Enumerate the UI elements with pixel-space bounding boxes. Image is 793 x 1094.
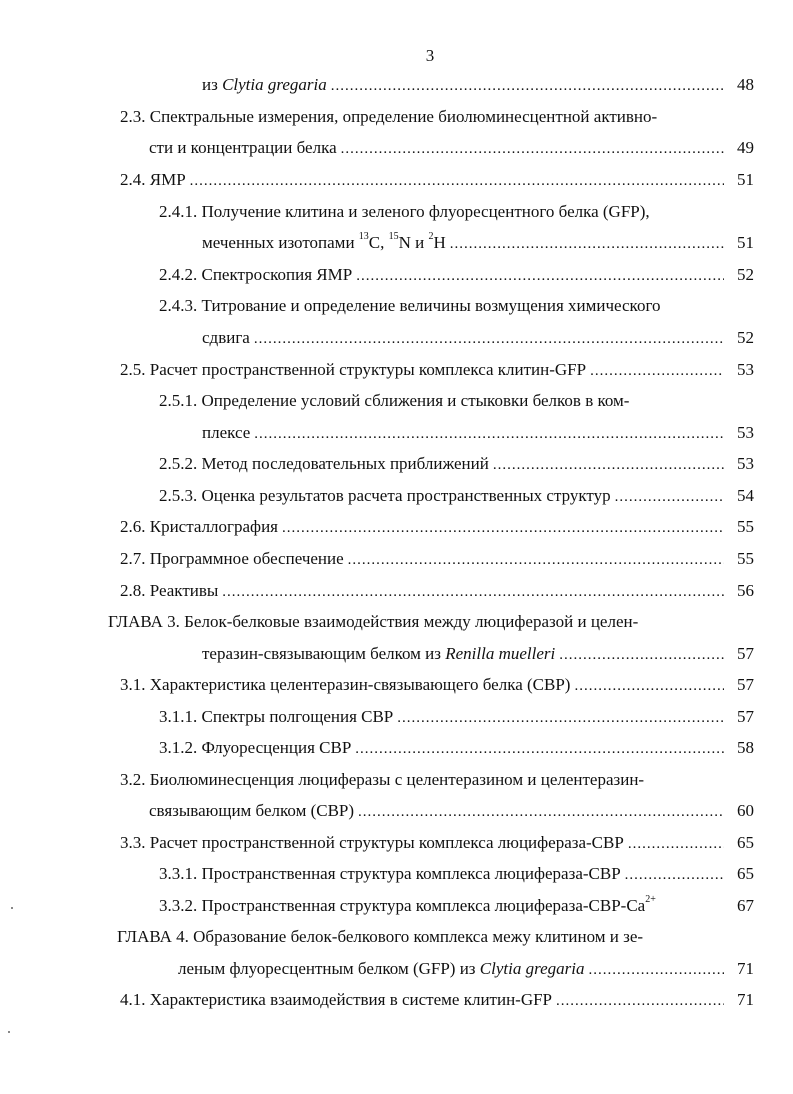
dot-leader (588, 956, 724, 983)
toc-entry (159, 704, 730, 730)
toc-text: 2.5. Расчет пространственной структуры комплекса клитин-GFP (120, 360, 587, 379)
dot-leader (556, 987, 724, 1014)
toc-text: сти и концентрации белка (149, 138, 337, 157)
toc-entry (120, 514, 730, 540)
toc-page: 60 (737, 801, 754, 820)
toc-text: 3.3.2. Пространственная структура комплекса люцифераза-$CBP-Ca^{2+}$ (159, 894, 656, 915)
toc-entry (159, 262, 730, 288)
dot-leader (358, 798, 724, 825)
toc-page: 67 (737, 896, 754, 915)
toc-text: 2.6. Кристаллография (120, 517, 278, 536)
toc-text: 2.4. ЯМР (120, 170, 186, 189)
toc-page: 71 (737, 959, 754, 978)
toc-text: 2.4.3. Титрование и определение величины возмущения химического (159, 296, 661, 315)
dot-leader (615, 483, 724, 510)
toc-entry (120, 767, 644, 793)
toc-entry (159, 483, 730, 509)
dot-leader (355, 735, 724, 762)
toc-entry (120, 830, 730, 856)
toc-text: 2.4.2. Спектроскопия ЯМР (159, 265, 353, 284)
toc-text: 3.1.2. Флуоресценция CBP (159, 738, 352, 757)
toc-entry (108, 609, 638, 635)
toc-page: 71 (737, 990, 754, 1009)
toc-entry (120, 167, 730, 193)
toc-page: 58 (737, 738, 754, 757)
toc-entry (117, 924, 643, 950)
toc-entry (159, 861, 730, 887)
dot-leader (222, 578, 724, 605)
toc-text: 2.3. Спектральные измерения, определение биолюминесцентной активно- (120, 107, 658, 126)
toc-entry (159, 293, 661, 319)
toc-page: 57 (737, 644, 754, 663)
toc-page: 54 (737, 486, 754, 505)
toc-text: 3.3.1. Пространственная структура комплекса люцифераза-CBP (159, 864, 621, 883)
toc-entry (120, 578, 730, 604)
dot-leader (341, 135, 724, 162)
dot-leader (190, 167, 724, 194)
toc-entry (120, 357, 730, 383)
dot-leader (559, 641, 724, 668)
dot-leader (254, 325, 724, 352)
toc-entry (202, 420, 730, 446)
toc-text: 2.7. Программное обеспечение (120, 549, 344, 568)
toc-page: 65 (737, 833, 754, 852)
toc-entry (120, 987, 730, 1013)
toc-entry (202, 325, 730, 351)
dot-leader (254, 420, 724, 447)
toc-text: ГЛАВА 3. Белок-белковые взаимодействия между люциферазой и целен- (108, 612, 639, 631)
toc-page: 53 (737, 360, 754, 379)
toc-page: 56 (737, 581, 754, 600)
toc-text: меченных изотопами $^{13}$C, $^{15}$N и $^2$H (202, 231, 446, 252)
dot-leader (356, 262, 724, 289)
toc-entry (202, 230, 730, 256)
toc-text: 3.3. Расчет пространственной структуры комплекса люцифераза-CBP (120, 833, 624, 852)
page-number: 3 (425, 46, 435, 65)
toc-page: 51 (737, 233, 754, 252)
toc-page: 51 (737, 170, 754, 189)
toc-text: 4.1. Характеристика взаимодействия в системе клитин-GFP (120, 990, 553, 1009)
toc-text: 2.4.1. Получение клитина и зеленого флуоресцентного белка (GFP), (159, 202, 650, 221)
dot-leader (331, 72, 724, 99)
toc-entry (159, 893, 656, 919)
dot-leader (628, 830, 724, 857)
toc-text: 2.5.1. Определение условий сближения и стыковки белков в ком- (159, 391, 630, 410)
toc-entry (149, 798, 730, 824)
toc-page: 52 (737, 328, 754, 347)
toc-entry (120, 104, 657, 130)
toc-entry (149, 135, 730, 161)
toc-entry (159, 735, 730, 761)
toc-page: 48 (737, 75, 754, 94)
toc-entry (159, 388, 629, 414)
toc-page: 53 (737, 454, 754, 473)
toc-text: 3.1.1. Спектры полгощения CBP (159, 707, 394, 726)
toc-page: 57 (737, 707, 754, 726)
toc-text: 2.8. Реактивы (120, 581, 219, 600)
toc-text: теразин-связывающим белком из Renilla muelleri (202, 644, 556, 663)
toc-entry (202, 72, 730, 98)
toc-text: сдвига (202, 328, 250, 347)
toc-text: 3.2. Биолюминесценция люциферазы с целентеразином и целентеразин- (120, 770, 645, 789)
toc-entry (120, 672, 730, 698)
toc-text: связывающим белком (CBP) (149, 801, 355, 820)
toc-text: леным флуоресцентным белком (GFP) из Clytia gregaria (178, 959, 585, 978)
dot-leader (348, 546, 724, 573)
toc-entry (178, 956, 730, 982)
toc-page: 57 (737, 675, 754, 694)
toc-text: плексе (202, 423, 251, 442)
toc-page: 52 (737, 265, 754, 284)
toc-page: 55 (737, 517, 754, 536)
dot-leader (625, 861, 724, 888)
toc-page: 53 (737, 423, 754, 442)
toc-entry (120, 546, 730, 572)
toc-page: 49 (737, 138, 754, 157)
dot-leader (574, 672, 724, 699)
toc-page: 55 (737, 549, 754, 568)
toc-text: из Clytia gregaria (202, 75, 327, 94)
dot-leader (590, 357, 724, 384)
dot-leader (282, 514, 724, 541)
scan-speck (8, 1031, 10, 1033)
dot-leader (397, 704, 724, 731)
toc-entry (202, 641, 730, 667)
toc-text: 2.5.2. Метод последовательных приближений (159, 454, 489, 473)
toc-entry (159, 451, 730, 477)
toc-text: 3.1. Характеристика целентеразин-связывающего белка (CBP) (120, 675, 571, 694)
dot-leader (493, 451, 724, 478)
scan-speck (11, 907, 13, 909)
dot-leader (450, 230, 724, 257)
toc-page: 65 (737, 864, 754, 883)
toc-text: 2.5.3. Оценка результатов расчета пространственных структур (159, 486, 611, 505)
toc-entry (159, 199, 650, 225)
toc-text: ГЛАВА 4. Образование белок-белкового комплекса межу клитином и зе- (117, 927, 644, 946)
